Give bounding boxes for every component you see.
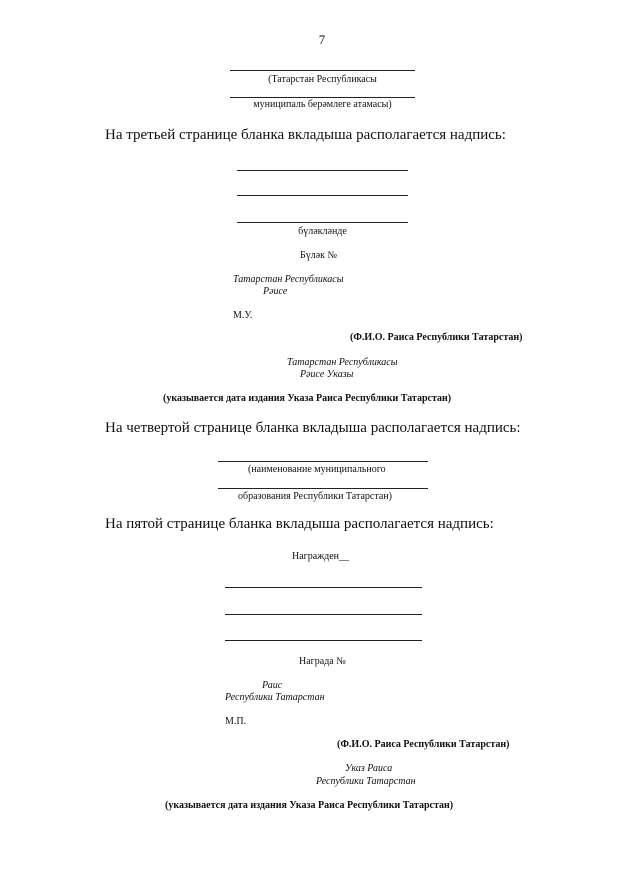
page-number: 7 [318,32,326,47]
blank-underline [230,70,415,71]
blank-underline [230,97,415,98]
page5-award-number: Награда № [299,656,346,667]
page4-heading: На четвертой странице бланка вкладыша располагается надпись: [105,420,521,436]
page5-decree-line1: Указ Раиса [345,763,393,774]
page5-signer-line1: Раис [262,680,283,691]
header-caption-line2: муниципаль берәмлеге атамасы) [253,99,392,110]
page4-caption-line1: (наименование муниципального [248,464,386,475]
page3-award-number: Бүләк № [300,250,338,261]
page5-date-note: (указывается дата издания Указа Раиса Республики Татарстан) [165,800,454,811]
page3-signer-line1: Татарстан Республикасы [233,274,344,285]
page5-decree-line2: Республики Татарстан [316,776,416,787]
page3-heading: На третьей странице бланка вкладыша располагается надпись: [105,127,506,143]
header-caption-line1: (Татарстан Республикасы [268,74,377,85]
page3-decree-line1: Татарстан Республикасы [287,357,398,368]
page5-awarded: Награжден__ [292,551,349,562]
page5-signer-line2: Республики Татарстан [225,692,325,703]
page3-awarded: бүләкләнде [298,226,347,237]
blank-underline [218,461,428,462]
page5-fio: (Ф.И.О. Раиса Республики Татарстан) [337,739,510,750]
page5-seal-mark: М.П. [225,716,247,727]
page3-signer-line2: Рәисе [263,286,288,297]
page3-decree-line2: Рәисе Указы [300,369,354,380]
blank-underline [237,195,408,196]
blank-underline [237,222,408,223]
page4-caption-line2: образования Республики Татарстан) [238,491,392,502]
page3-seal-mark: М.У. [233,310,253,321]
blank-underline [225,640,422,641]
blank-underline [237,170,408,171]
blank-underline [218,488,428,489]
blank-underline [225,587,422,588]
page5-heading: На пятой странице бланка вкладыша располагается надпись: [105,516,494,532]
page3-fio: (Ф.И.О. Раиса Республики Татарстан) [350,332,523,343]
blank-underline [225,614,422,615]
page3-date-note: (указывается дата издания Указа Раиса Республики Татарстан) [163,393,452,404]
